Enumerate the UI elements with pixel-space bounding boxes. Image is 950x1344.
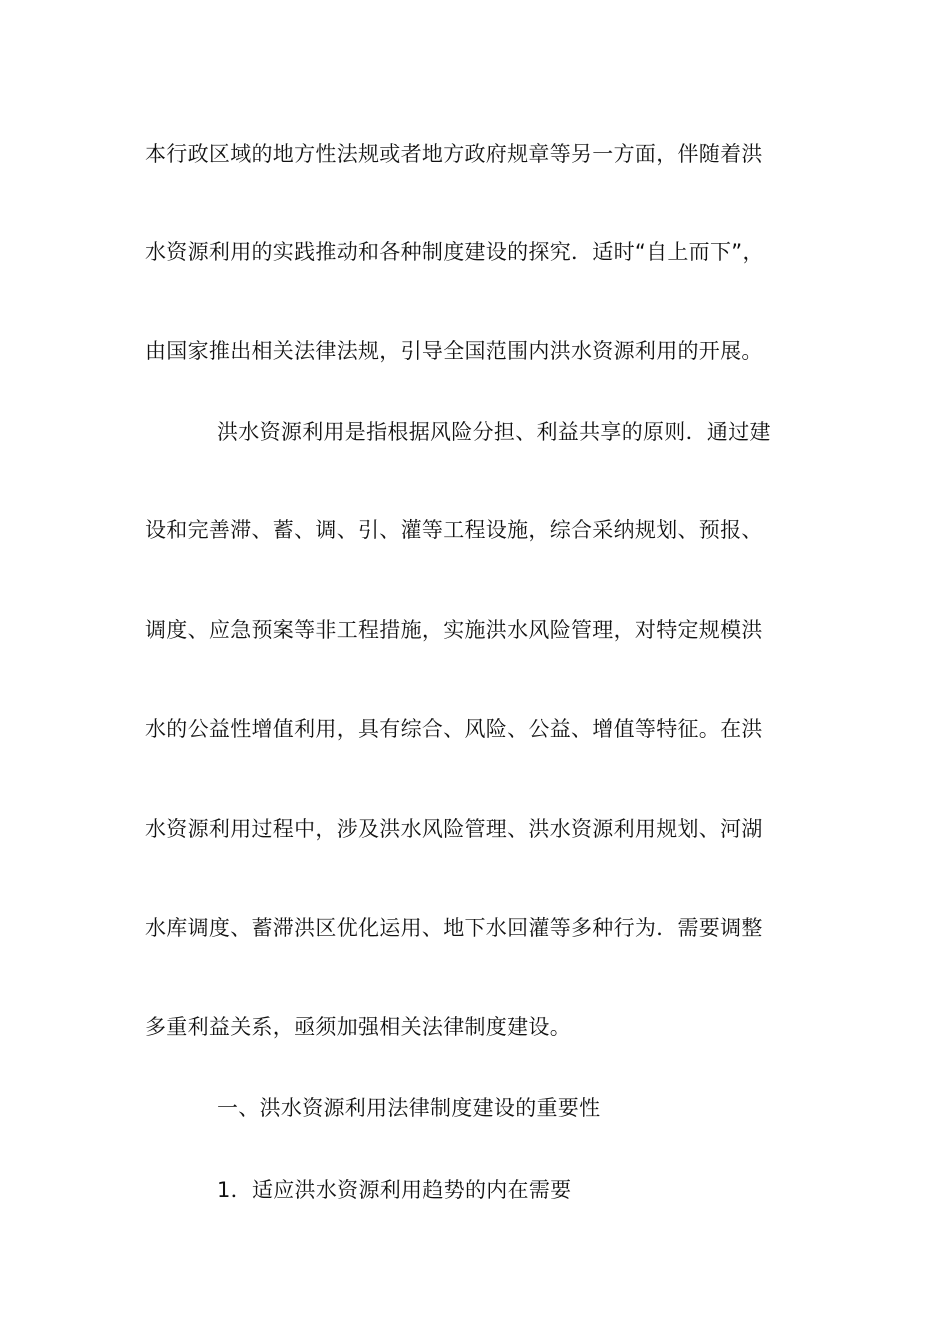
subsection-heading: 1．适应洪水资源利用趋势的内在需要 <box>217 1178 572 1202</box>
paragraph-1-line-3: 由国家推出相关法律法规，引导全国范围内洪水资源利用的开展。 <box>145 339 763 363</box>
paragraph-2-line-7: 多重利益关系，亟须加强相关法律制度建设。 <box>145 1015 571 1039</box>
paragraph-2-line-1: 洪水资源利用是指根据风险分担、利益共享的原则．通过建 <box>217 420 771 444</box>
paragraph-2-line-5: 水资源利用过程中，涉及洪水风险管理、洪水资源利用规划、河湖 <box>145 817 763 841</box>
paragraph-1-line-2: 水资源利用的实践推动和各种制度建设的探究．适时“自上而下”， <box>145 240 764 264</box>
section-heading: 一、洪水资源利用法律制度建设的重要性 <box>217 1096 601 1120</box>
paragraph-2-line-3: 调度、应急预案等非工程措施，实施洪水风险管理，对特定规模洪 <box>145 618 763 642</box>
paragraph-2-line-2: 设和完善滞、蓄、调、引、灌等工程设施，综合采纳规划、预报、 <box>145 518 763 542</box>
paragraph-2-line-6: 水库调度、蓄滞洪区优化运用、地下水回灌等多种行为．需要调整 <box>145 916 763 940</box>
paragraph-2-line-4: 水的公益性增值利用，具有综合、风险、公益、增值等特征。在洪 <box>145 717 763 741</box>
paragraph-1-line-1: 本行政区域的地方性法规或者地方政府规章等另一方面，伴随着洪 <box>145 142 763 166</box>
